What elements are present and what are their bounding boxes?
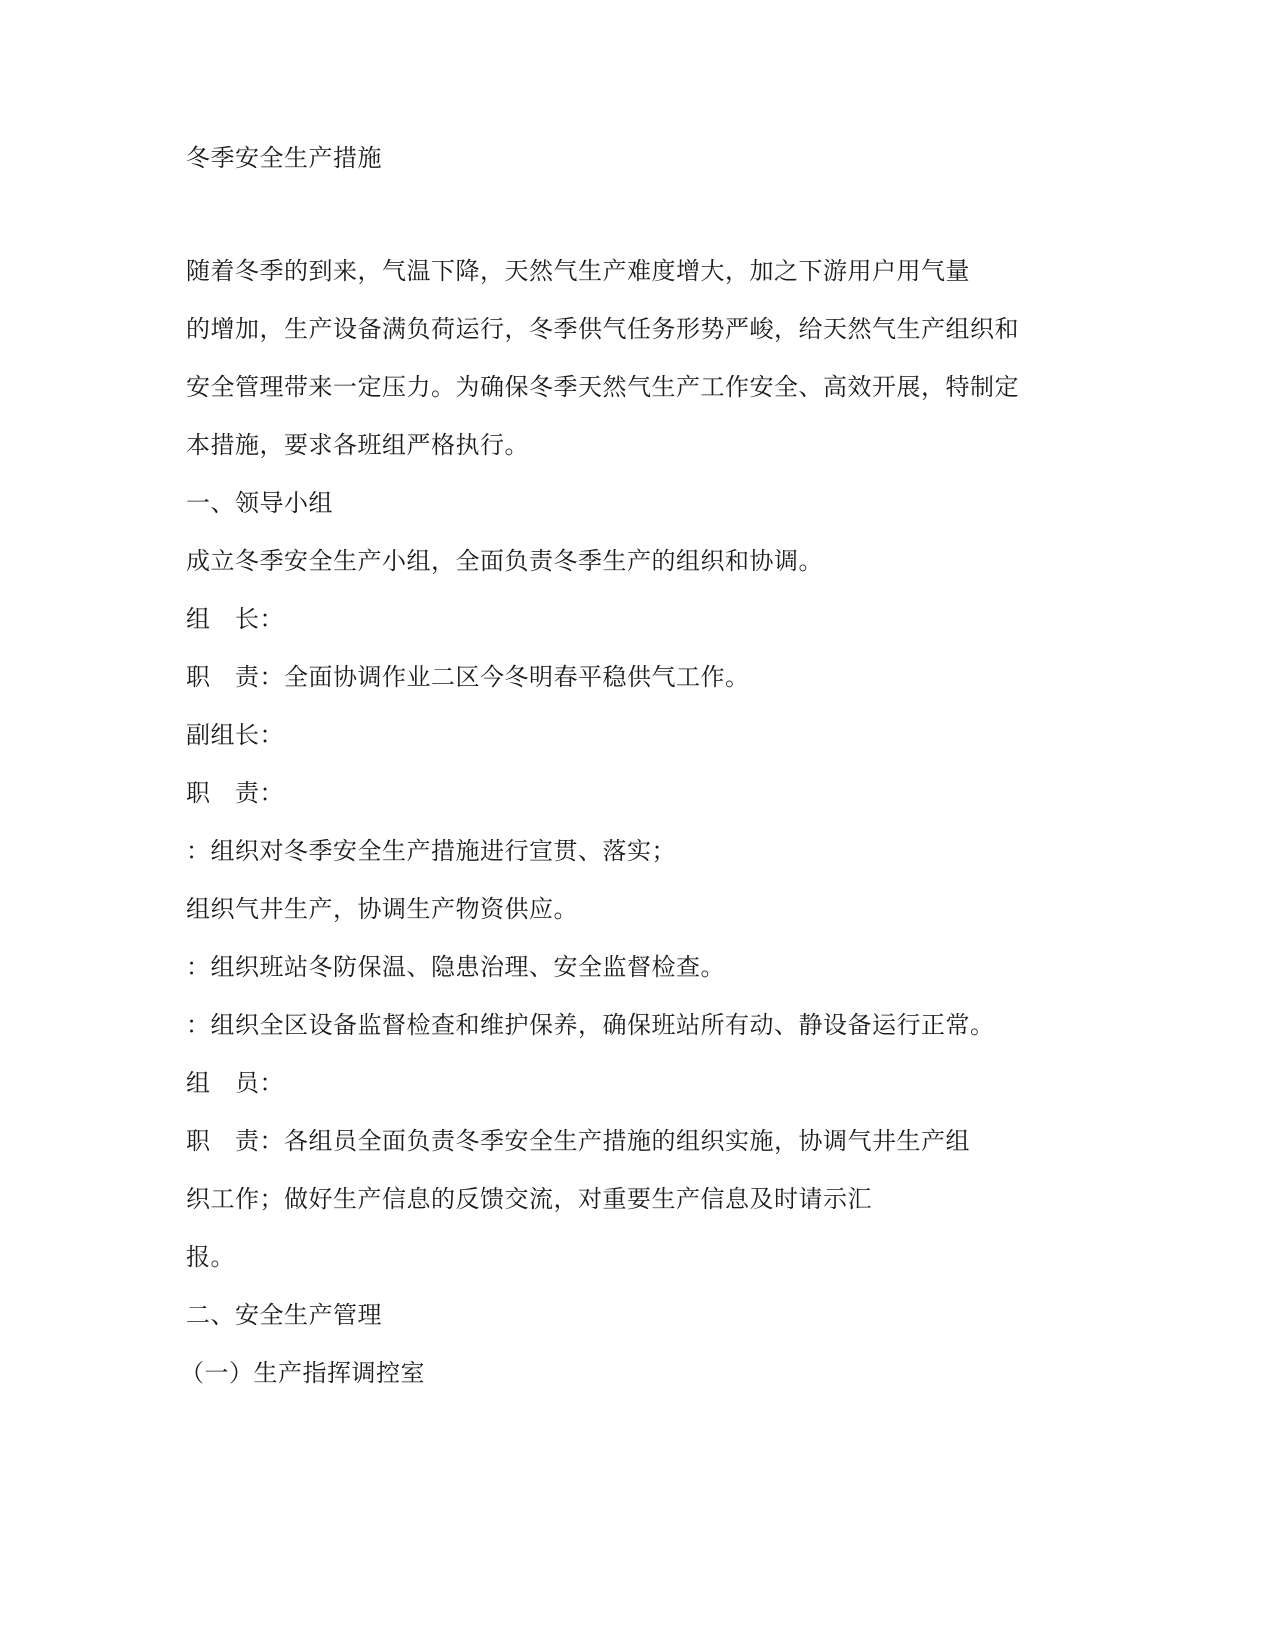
paragraph-line: 报。 [186,1243,235,1271]
paragraph-line: ：组织全区设备监督检查和维护保养，确保班站所有动、静设备运行正常。 [186,1011,995,1039]
section-heading: 二、安全生产管理 [186,1301,382,1329]
paragraph-line: 织工作；做好生产信息的反馈交流，对重要生产信息及时请示汇 [186,1185,872,1213]
paragraph-line: 职 责：各组员全面负责冬季安全生产措施的组织实施，协调气井生产组 [186,1127,970,1155]
paragraph-line: 组 长： [186,605,284,633]
paragraph-line: ：组织对冬季安全生产措施进行宣贯、落实； [186,837,676,865]
paragraph-line: 成立冬季安全生产小组，全面负责冬季生产的组织和协调。 [186,547,823,575]
document-title: 冬季安全生产措施 [186,144,382,172]
subsection-heading: （一）生产指挥调控室 [180,1359,425,1387]
paragraph-line: 副组长： [186,721,284,749]
paragraph-line: 职 责：全面协调作业二区今冬明春平稳供气工作。 [186,663,750,691]
paragraph-line: 的增加，生产设备满负荷运行，冬季供气任务形势严峻，给天然气生产组织和 [186,315,1019,343]
paragraph-line: 组 员： [186,1069,284,1097]
paragraph-line: 组织气井生产，协调生产物资供应。 [186,895,578,923]
paragraph-line: 本措施，要求各班组严格执行。 [186,431,529,459]
paragraph-line: 随着冬季的到来，气温下降，天然气生产难度增大，加之下游用户用气量 [186,257,970,285]
paragraph-line: 安全管理带来一定压力。为确保冬季天然气生产工作安全、高效开展，特制定 [186,373,1019,401]
paragraph-line: 职 责： [186,779,284,807]
section-heading: 一、领导小组 [186,489,333,517]
paragraph-line: ：组织班站冬防保温、隐患治理、安全监督检查。 [186,953,725,981]
